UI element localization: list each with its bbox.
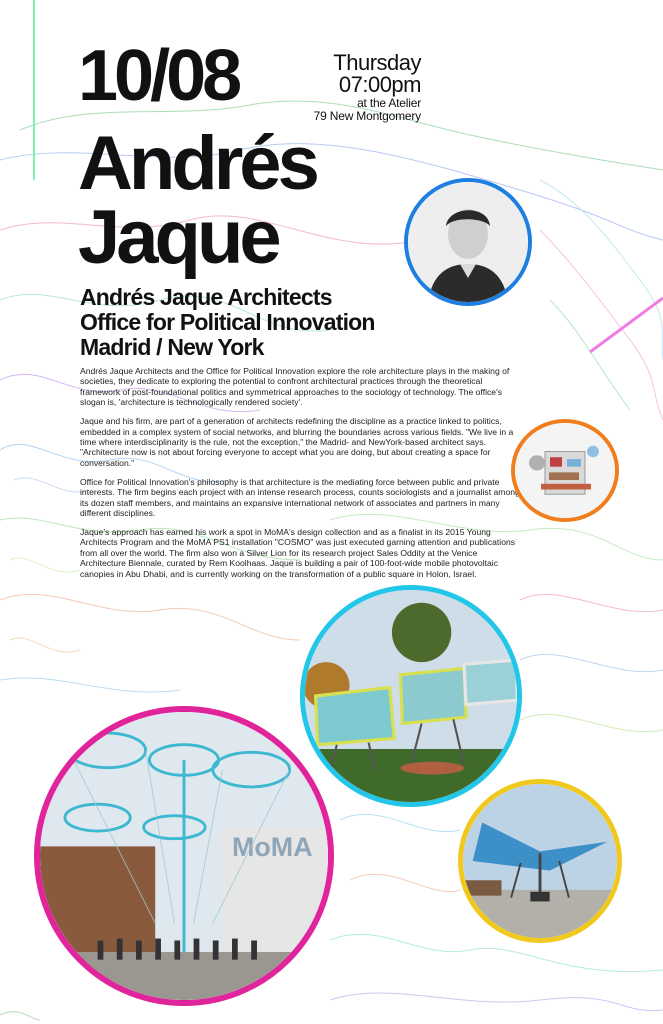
cosmo-image <box>40 712 328 1000</box>
event-time: 07:00pm <box>338 72 421 97</box>
model-image <box>515 423 615 518</box>
event-date: 10/08 <box>78 36 239 116</box>
architecture-model-photo <box>511 419 619 522</box>
canopy-photo <box>458 779 622 943</box>
firm-location: Madrid / New York <box>80 334 264 360</box>
firm-name: Andrés Jaque Architects <box>80 284 332 310</box>
building-photo <box>300 585 522 807</box>
event-time-block <box>314 52 421 122</box>
event-venue: at the Atelier <box>357 96 421 110</box>
cosmo-installation-photo <box>34 706 334 1006</box>
speaker-first-name: Andrés <box>78 121 316 206</box>
bio-paragraph: Jaque and his firm, are part of a generation of architects redefining the discipline as a practice linked to politics, embedded in a complex system of social networks, and blurring the boundaries across various fields. "We live in a time where interdisciplinarity is the rule, not the exception," the Madrid- and NewYork-based architect says. "Architecture now is not about forcing everyone to accept what you are doing, but about creating a space for conversation." <box>80 416 514 468</box>
canopy-image <box>463 784 617 938</box>
firm-block <box>80 285 375 360</box>
bio-paragraph: Andrés Jaque Architects and the Office for Political Innovation explore the role architecture plays in the making of societies, they dedicate to exploring the potential to confront architectural practices through the theoretical framework of post-foundational politics and symmetrical approaches to the sociology of technology. The office's slogan is, 'architecture is technologically rendered society'. <box>80 366 510 408</box>
speaker-portrait <box>404 178 532 306</box>
bio-paragraph: Jaque's approach has earned his work a spot in MoMA's design collection and as a finalist in its 2015 Young Architects Program and the MoMA PS1 installation "COSMO" was just executed garning attention and publications from all over the world. The firm also won a Silver Lion for its research project Sales Oddity at the Venice Architecture Biennale, curated by Rem Koolhaas. Jaque is building a pair of 100-foot-wide mobile photovoltaic canopies in Abu Dhabi, and is currently working on the transformation of a public square in Holon, Israel. <box>80 527 516 579</box>
speaker-last-name: Jaque <box>78 195 278 280</box>
event-address: 79 New Montgomery <box>313 109 421 123</box>
portrait-image <box>408 182 528 302</box>
bio-paragraph: Office for Political Innovation's philosophy is that architecture is the mediating force between public and private interests. The firm begins each project with an intense research process, counts sociologists and a journalist among its dozen staff members, and maintains an expansive international network of associates and partners in many different disciplines. <box>80 476 520 519</box>
bio-text <box>80 366 520 588</box>
moma-sign: MoMA <box>232 832 313 862</box>
building-image <box>305 590 517 802</box>
firm-office: Office for Political Innovation <box>80 309 375 335</box>
event-day: Thursday <box>333 50 421 75</box>
